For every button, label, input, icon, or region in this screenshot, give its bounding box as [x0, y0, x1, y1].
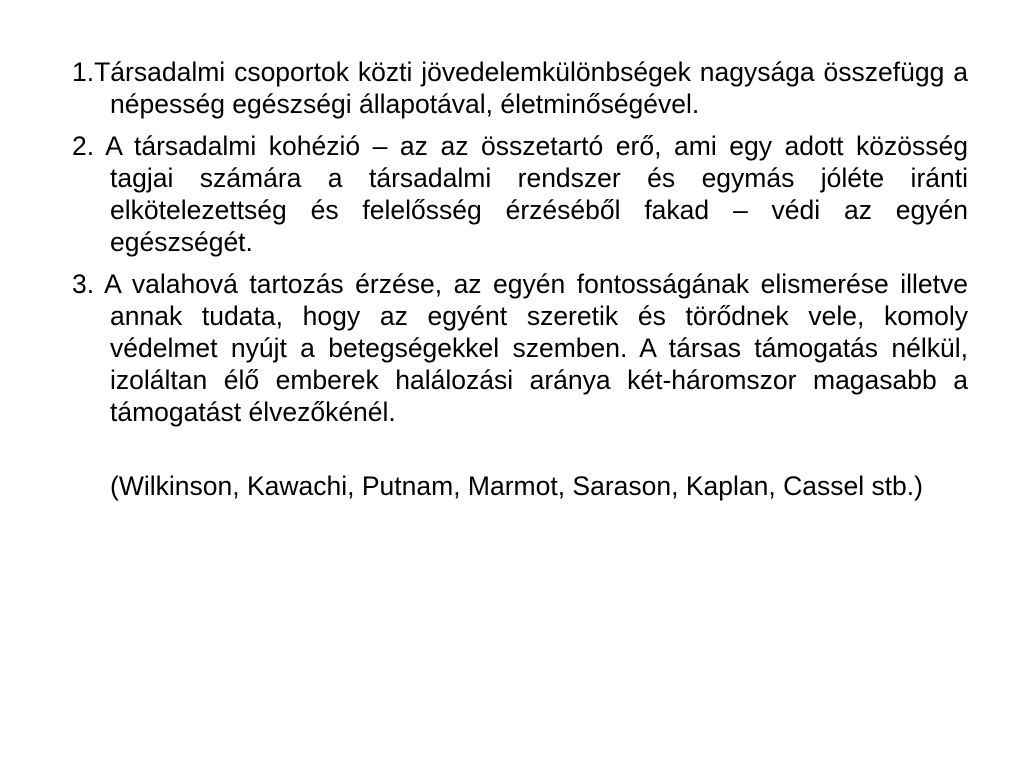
- list-item-1-number: 1.: [72, 57, 95, 87]
- list-item-1-text: Társadalmi csoportok közti jövedelemkülönbségek nagysága összefügg a népesség egészségi állapotával, életminőségével.: [94, 57, 968, 119]
- list-item-2-text: A társadalmi kohézió – az az összetartó erő, ami egy adott közösség tagjai számára a társadalmi rendszer és egymás jóléte iránti elkötelezettség és felelősség érzéséből fakad – védi az egyén egészségét.: [105, 131, 968, 257]
- slide-body: [72, 56, 968, 502]
- list-item-2-number: 2.: [72, 131, 106, 161]
- list-item-3: [72, 268, 968, 428]
- list-item-3-text: A valahová tartozás érzése, az egyén fontosságának elismerése illetve annak tudata, hogy az egyént szeretik és törődnek vele, komoly védelmet nyújt a betegségekkel szemben. A társas támogatás nélkül, izoláltan élő emberek halálozási aránya két-háromszor magasabb a támogatást élvezőkénél.: [104, 269, 968, 427]
- list-item-2: [72, 130, 968, 258]
- list-item-3-number: 3.: [72, 269, 105, 299]
- list-item-1: [72, 56, 968, 120]
- citation: (Wilkinson, Kawachi, Putnam, Marmot, Sarason, Kaplan, Cassel stb.): [110, 471, 923, 501]
